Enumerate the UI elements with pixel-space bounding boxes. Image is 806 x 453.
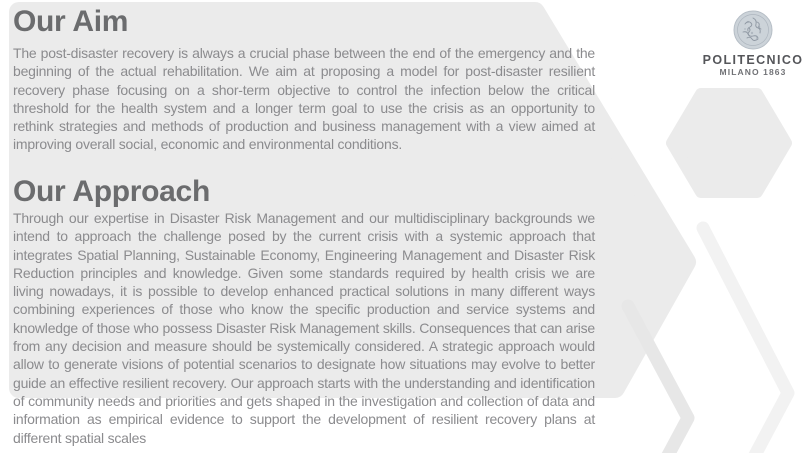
approach-section-title: Our Approach bbox=[13, 175, 210, 208]
logo-wordmark: POLITECNICO bbox=[702, 53, 804, 67]
aim-section-title: Our Aim bbox=[13, 5, 129, 38]
aim-section-body: The post-disaster recovery is always a crucial phase between the end of the emergency and the beginning of the actual rehabilitation. We aim at proposing a model for post-disaster resilient recovery phase focusing on a shor-term objective to control the infection below the critical threshold for the health system and a longer term goal to use the crisis as an opportunity to rethink strategies and methods of production and business management with a view aimed at improving overall social, economic and environmental conditions. bbox=[13, 45, 595, 153]
logo-subtitle: MILANO 1863 bbox=[719, 67, 787, 77]
politecnico-logo bbox=[683, 10, 806, 78]
politecnico-seal-icon bbox=[733, 10, 773, 50]
faint-hexagon-outline bbox=[703, 228, 788, 453]
approach-section-body: Through our expertise in Disaster Risk Management and our multidisciplinary backgrounds we intend to approach the challenge posed by the current crisis with a systemic approach that integrates Spatial Planning, Sustainable Economy, Engineering Management and Disaster Risk Reduction principles and knowledge. Given some standards required by health crisis we are living nowadays, it is possible to develop enhanced practical solutions in many different ways combining experiences of those who know the specific production and service systems and knowledge of those who possess Disaster Risk Management skills. Consequences that can arise from any decision and measure should be systemically considered. A strategic approach would allow to generate visions of potential scenarios to designate how situations may evolve to better guide an effective resilient recovery. Our approach starts with the understanding and identification of community needs and priorities and gets shaped in the investigation and collection of data and information as empirical evidence to support the development of resilient recovery plans at different spatial scales bbox=[13, 210, 595, 446]
small-filled-hexagon bbox=[672, 94, 786, 192]
